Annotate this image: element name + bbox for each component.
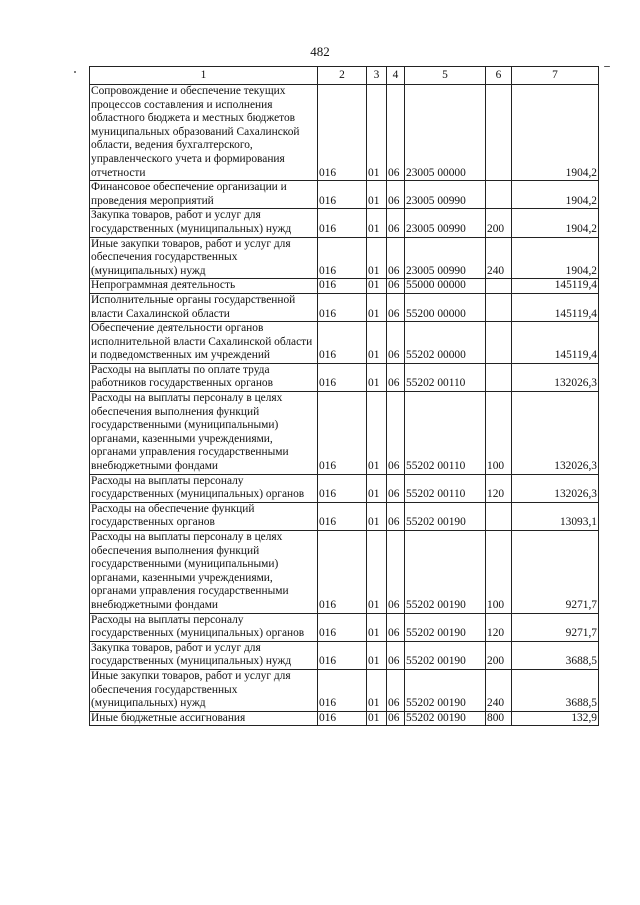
table-row xyxy=(90,85,599,181)
section-code-cell: 01 xyxy=(367,293,387,321)
admin-code-cell: 016 xyxy=(318,181,367,209)
table-row xyxy=(90,363,599,391)
amount-cell: 3688,5 xyxy=(512,669,599,711)
expense-type-cell: 120 xyxy=(486,474,512,502)
scan-speck xyxy=(74,71,76,73)
target-article-cell: 55202 00000 xyxy=(405,322,486,364)
subsection-code-cell: 06 xyxy=(387,613,405,641)
expense-type-cell: 200 xyxy=(486,641,512,669)
amount-cell: 132,9 xyxy=(512,711,599,726)
section-code-cell: 01 xyxy=(367,669,387,711)
target-article-cell: 55202 00110 xyxy=(405,363,486,391)
admin-code-cell: 016 xyxy=(318,711,367,726)
table-row xyxy=(90,531,599,614)
expense-type-cell: 200 xyxy=(486,209,512,237)
row-name-cell: Расходы на выплаты по оплате труда работников государственных органов xyxy=(90,363,318,391)
amount-cell: 145119,4 xyxy=(512,322,599,364)
target-article-cell: 23005 00000 xyxy=(405,85,486,181)
section-code-cell: 01 xyxy=(367,85,387,181)
column-header: 7 xyxy=(512,67,599,85)
target-article-cell: 55000 00000 xyxy=(405,279,486,294)
target-article-cell: 23005 00990 xyxy=(405,237,486,279)
table-row xyxy=(90,279,599,294)
expense-type-cell: 800 xyxy=(486,711,512,726)
subsection-code-cell: 06 xyxy=(387,392,405,475)
section-code-cell: 01 xyxy=(367,711,387,726)
expense-type-cell: 240 xyxy=(486,669,512,711)
admin-code-cell: 016 xyxy=(318,209,367,237)
target-article-cell: 55202 00190 xyxy=(405,502,486,530)
row-name-cell: Иные закупки товаров, работ и услуг для обеспечения государственных (муниципальных) нужд xyxy=(90,669,318,711)
target-article-cell: 55202 00190 xyxy=(405,669,486,711)
subsection-code-cell: 06 xyxy=(387,209,405,237)
admin-code-cell: 016 xyxy=(318,392,367,475)
table-header-row xyxy=(90,67,599,85)
section-code-cell: 01 xyxy=(367,641,387,669)
subsection-code-cell: 06 xyxy=(387,711,405,726)
table-row xyxy=(90,237,599,279)
section-code-cell: 01 xyxy=(367,474,387,502)
amount-cell: 9271,7 xyxy=(512,531,599,614)
section-code-cell: 01 xyxy=(367,363,387,391)
subsection-code-cell: 06 xyxy=(387,279,405,294)
row-name-cell: Закупка товаров, работ и услуг для государственных (муниципальных) нужд xyxy=(90,209,318,237)
amount-cell: 3688,5 xyxy=(512,641,599,669)
section-code-cell: 01 xyxy=(367,322,387,364)
amount-cell: 1904,2 xyxy=(512,181,599,209)
target-article-cell: 55202 00190 xyxy=(405,641,486,669)
section-code-cell: 01 xyxy=(367,392,387,475)
column-header: 5 xyxy=(405,67,486,85)
row-name-cell: Иные бюджетные ассигнования xyxy=(90,711,318,726)
column-header: 6 xyxy=(486,67,512,85)
table-row xyxy=(90,474,599,502)
expense-type-cell: 100 xyxy=(486,392,512,475)
table-row xyxy=(90,293,599,321)
column-header: 2 xyxy=(318,67,367,85)
expense-type-cell: 100 xyxy=(486,531,512,614)
row-name-cell: Расходы на выплаты персоналу в целях обеспечения выполнения функций государственными (муниципальными) органами, казенными учреждениями, органами управления государственными внебюджетными фондами xyxy=(90,392,318,475)
admin-code-cell: 016 xyxy=(318,237,367,279)
section-code-cell: 01 xyxy=(367,209,387,237)
admin-code-cell: 016 xyxy=(318,363,367,391)
amount-cell: 132026,3 xyxy=(512,363,599,391)
section-code-cell: 01 xyxy=(367,613,387,641)
scan-speck xyxy=(604,66,610,67)
table-row xyxy=(90,613,599,641)
row-name-cell: Расходы на обеспечение функций государственных органов xyxy=(90,502,318,530)
admin-code-cell: 016 xyxy=(318,293,367,321)
expense-type-cell xyxy=(486,181,512,209)
amount-cell: 145119,4 xyxy=(512,293,599,321)
section-code-cell: 01 xyxy=(367,279,387,294)
target-article-cell: 55200 00000 xyxy=(405,293,486,321)
target-article-cell: 55202 00190 xyxy=(405,613,486,641)
admin-code-cell: 016 xyxy=(318,531,367,614)
expense-type-cell xyxy=(486,279,512,294)
row-name-cell: Расходы на выплаты персоналу государственных (муниципальных) органов xyxy=(90,613,318,641)
amount-cell: 132026,3 xyxy=(512,392,599,475)
admin-code-cell: 016 xyxy=(318,502,367,530)
row-name-cell: Закупка товаров, работ и услуг для государственных (муниципальных) нужд xyxy=(90,641,318,669)
subsection-code-cell: 06 xyxy=(387,669,405,711)
admin-code-cell: 016 xyxy=(318,641,367,669)
admin-code-cell: 016 xyxy=(318,279,367,294)
column-header: 4 xyxy=(387,67,405,85)
row-name-cell: Расходы на выплаты персоналу в целях обеспечения выполнения функций государственными (муниципальными) органами, казенными учреждениями, органами управления государственными внебюджетными фондами xyxy=(90,531,318,614)
amount-cell: 1904,2 xyxy=(512,237,599,279)
expense-type-cell xyxy=(486,85,512,181)
row-name-cell: Исполнительные органы государственной власти Сахалинской области xyxy=(90,293,318,321)
subsection-code-cell: 06 xyxy=(387,237,405,279)
amount-cell: 132026,3 xyxy=(512,474,599,502)
table-row xyxy=(90,209,599,237)
subsection-code-cell: 06 xyxy=(387,502,405,530)
table-row xyxy=(90,669,599,711)
expense-type-cell xyxy=(486,363,512,391)
admin-code-cell: 016 xyxy=(318,85,367,181)
amount-cell: 1904,2 xyxy=(512,85,599,181)
target-article-cell: 23005 00990 xyxy=(405,181,486,209)
row-name-cell: Непрограммная деятельность xyxy=(90,279,318,294)
row-name-cell: Иные закупки товаров, работ и услуг для обеспечения государственных (муниципальных) нужд xyxy=(90,237,318,279)
subsection-code-cell: 06 xyxy=(387,181,405,209)
subsection-code-cell: 06 xyxy=(387,85,405,181)
amount-cell: 13093,1 xyxy=(512,502,599,530)
section-code-cell: 01 xyxy=(367,181,387,209)
target-article-cell: 55202 00110 xyxy=(405,392,486,475)
target-article-cell: 55202 00110 xyxy=(405,474,486,502)
subsection-code-cell: 06 xyxy=(387,531,405,614)
table-row xyxy=(90,502,599,530)
table-row xyxy=(90,641,599,669)
subsection-code-cell: 06 xyxy=(387,641,405,669)
expense-type-cell xyxy=(486,502,512,530)
target-article-cell: 55202 00190 xyxy=(405,531,486,614)
table-row xyxy=(90,322,599,364)
table-row xyxy=(90,181,599,209)
amount-cell: 145119,4 xyxy=(512,279,599,294)
expense-type-cell: 120 xyxy=(486,613,512,641)
table-row xyxy=(90,392,599,475)
row-name-cell: Сопровождение и обеспечение текущих процессов составления и исполнения областного бюджета и местных бюджетов муниципальных образований Сахалинской области, ведения бухгалтерского, управленческого учета и формирования отчетности xyxy=(90,85,318,181)
subsection-code-cell: 06 xyxy=(387,322,405,364)
row-name-cell: Финансовое обеспечение организации и проведения мероприятий xyxy=(90,181,318,209)
amount-cell: 9271,7 xyxy=(512,613,599,641)
admin-code-cell: 016 xyxy=(318,613,367,641)
table-row xyxy=(90,711,599,726)
admin-code-cell: 016 xyxy=(318,474,367,502)
page-number: 482 xyxy=(310,44,330,59)
section-code-cell: 01 xyxy=(367,502,387,530)
budget-table xyxy=(89,66,599,726)
section-code-cell: 01 xyxy=(367,237,387,279)
expense-type-cell xyxy=(486,293,512,321)
column-header: 3 xyxy=(367,67,387,85)
subsection-code-cell: 06 xyxy=(387,363,405,391)
expense-type-cell: 240 xyxy=(486,237,512,279)
amount-cell: 1904,2 xyxy=(512,209,599,237)
target-article-cell: 23005 00990 xyxy=(405,209,486,237)
section-code-cell: 01 xyxy=(367,531,387,614)
row-name-cell: Обеспечение деятельности органов исполнительной власти Сахалинской области и подведомственных им учреждений xyxy=(90,322,318,364)
subsection-code-cell: 06 xyxy=(387,293,405,321)
subsection-code-cell: 06 xyxy=(387,474,405,502)
admin-code-cell: 016 xyxy=(318,322,367,364)
admin-code-cell: 016 xyxy=(318,669,367,711)
column-header: 1 xyxy=(90,67,318,85)
row-name-cell: Расходы на выплаты персоналу государственных (муниципальных) органов xyxy=(90,474,318,502)
expense-type-cell xyxy=(486,322,512,364)
target-article-cell: 55202 00190 xyxy=(405,711,486,726)
